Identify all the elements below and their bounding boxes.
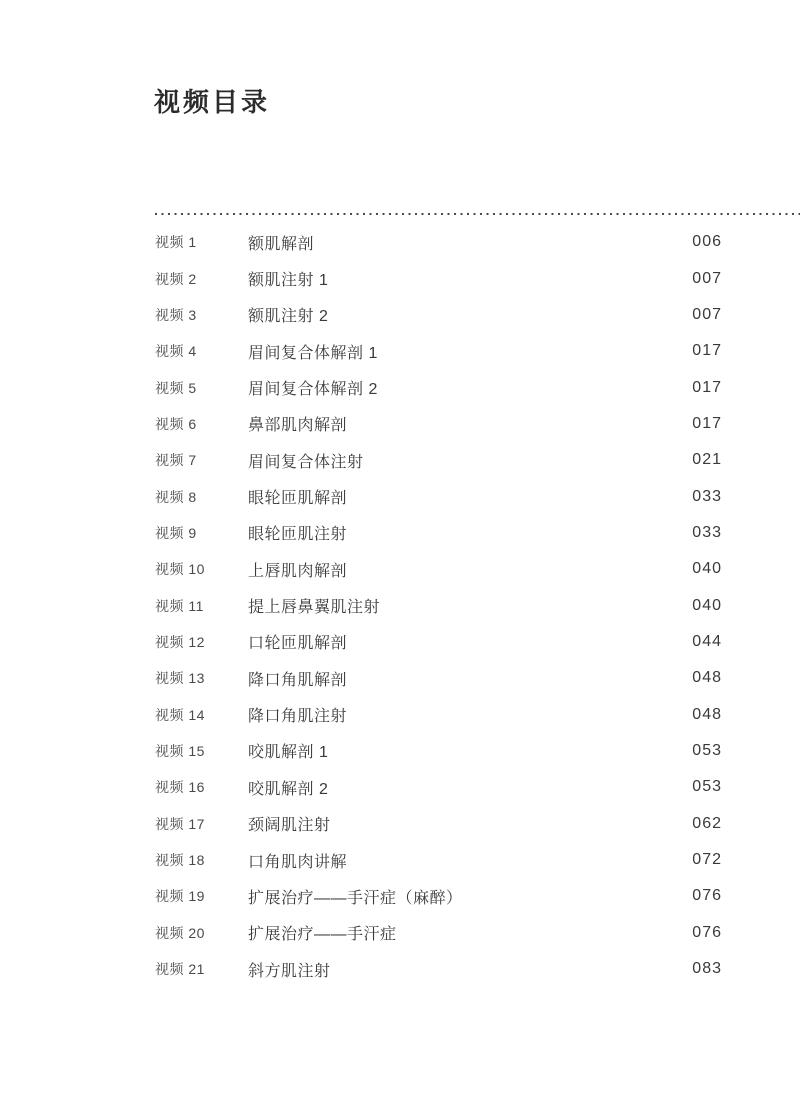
video-number-label: 视频 16 <box>155 779 205 796</box>
page-number: 076 <box>692 887 722 905</box>
page-number: 053 <box>692 778 722 796</box>
video-title: 额肌注射 2 <box>248 308 329 326</box>
page-number: 048 <box>692 669 722 687</box>
video-number-label: 视频 17 <box>155 815 205 832</box>
video-number-label: 视频 4 <box>155 343 197 360</box>
page-number: 083 <box>692 960 722 978</box>
video-number-label: 视频 13 <box>155 670 205 687</box>
video-title: 上唇肌肉解剖 <box>248 562 348 580</box>
video-number-label: 视频 6 <box>155 415 197 432</box>
video-title: 斜方肌注射 <box>248 962 331 980</box>
video-number-label: 视频 21 <box>155 961 205 978</box>
toc-row <box>155 660 722 696</box>
page-number: 033 <box>692 487 722 505</box>
toc-row <box>155 696 722 732</box>
page-number: 017 <box>692 414 722 432</box>
video-title: 扩展治疗——手汗症 <box>248 926 397 944</box>
video-title: 颈阔肌注射 <box>248 817 331 835</box>
video-title: 鼻部肌肉解剖 <box>248 417 348 435</box>
video-title: 眉间复合体解剖 1 <box>248 344 378 362</box>
video-number-label: 视频 14 <box>155 706 205 723</box>
toc-list <box>155 224 722 987</box>
video-title: 额肌注射 1 <box>248 272 329 290</box>
video-number-label: 视频 18 <box>155 852 205 869</box>
video-number-label: 视频 20 <box>155 924 205 941</box>
page-number: 033 <box>692 523 722 541</box>
page-number: 048 <box>692 705 722 723</box>
toc-row <box>155 369 722 405</box>
page-number: 006 <box>692 233 722 251</box>
video-number-label: 视频 2 <box>155 270 197 287</box>
video-number-label: 视频 12 <box>155 633 205 650</box>
toc-row <box>155 442 722 478</box>
toc-row <box>155 260 722 296</box>
toc-row <box>155 406 722 442</box>
toc-row <box>155 842 722 878</box>
video-title: 口角肌肉讲解 <box>248 853 348 871</box>
video-number-label: 视频 9 <box>155 524 197 541</box>
video-number-label: 视频 19 <box>155 888 205 905</box>
toc-row <box>155 551 722 587</box>
video-title: 口轮匝肌解剖 <box>248 635 348 653</box>
page-number: 007 <box>692 305 722 323</box>
video-number-label: 视频 3 <box>155 306 197 323</box>
toc-row <box>155 806 722 842</box>
video-number-label: 视频 8 <box>155 488 197 505</box>
toc-row <box>155 733 722 769</box>
page-number: 076 <box>692 923 722 941</box>
toc-row <box>155 915 722 951</box>
page-number: 017 <box>692 342 722 360</box>
toc-row <box>155 333 722 369</box>
video-title: 提上唇鼻翼肌注射 <box>248 599 381 617</box>
video-title: 降口角肌注射 <box>248 708 348 726</box>
video-title: 眼轮匝肌注射 <box>248 526 348 544</box>
toc-row <box>155 515 722 551</box>
video-number-label: 视频 5 <box>155 379 197 396</box>
dotted-separator <box>155 213 800 215</box>
page-number: 072 <box>692 851 722 869</box>
page-number: 062 <box>692 814 722 832</box>
video-number-label: 视频 7 <box>155 452 197 469</box>
video-number-label: 视频 10 <box>155 561 205 578</box>
page-number: 021 <box>692 451 722 469</box>
toc-row <box>155 624 722 660</box>
video-title: 眼轮匝肌解剖 <box>248 490 348 508</box>
page-number: 017 <box>692 378 722 396</box>
video-number-label: 视频 11 <box>155 597 204 614</box>
video-number-label: 视频 1 <box>155 234 197 251</box>
toc-row <box>155 769 722 805</box>
toc-row <box>155 878 722 914</box>
toc-row <box>155 297 722 333</box>
page-number: 040 <box>692 560 722 578</box>
video-number-label: 视频 15 <box>155 742 205 759</box>
toc-row <box>155 951 722 987</box>
video-title: 扩展治疗——手汗症（麻醉） <box>248 889 463 907</box>
page-number: 007 <box>692 269 722 287</box>
video-title: 降口角肌解剖 <box>248 671 348 689</box>
toc-row <box>155 224 722 260</box>
video-title: 眉间复合体注射 <box>248 453 364 471</box>
toc-row <box>155 478 722 514</box>
page-number: 044 <box>692 632 722 650</box>
page-number: 053 <box>692 741 722 759</box>
video-title: 咬肌解剖 1 <box>248 744 329 762</box>
video-title: 额肌解剖 <box>248 235 315 253</box>
toc-row <box>155 587 722 623</box>
video-title: 眉间复合体解剖 2 <box>248 381 378 399</box>
page-title: 视频目录 <box>154 88 271 118</box>
page-number: 040 <box>692 596 722 614</box>
video-title: 咬肌解剖 2 <box>248 780 329 798</box>
